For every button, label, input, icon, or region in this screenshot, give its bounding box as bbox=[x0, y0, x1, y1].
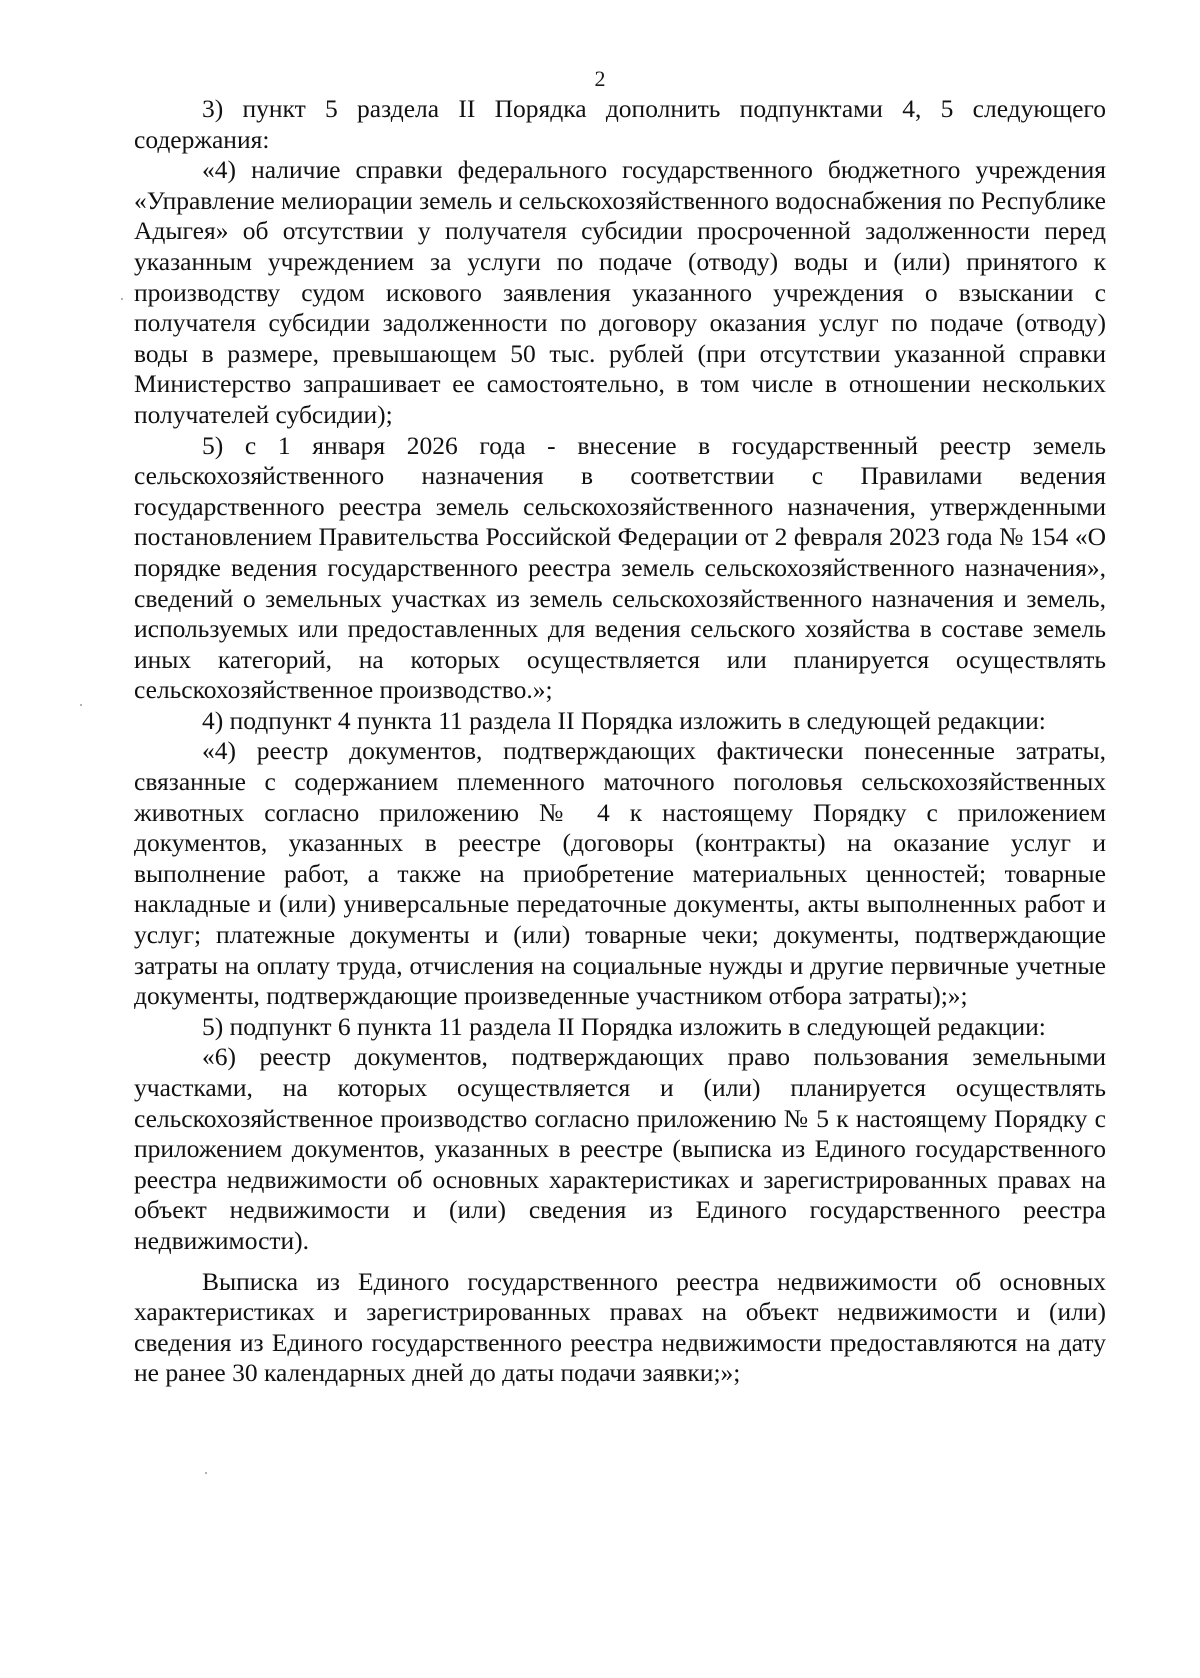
page-number: 2 bbox=[594, 66, 606, 91]
paragraph-extract-validity: Выписка из Единого государственного реестра недвижимости об основных характеристиках и зарегистрированных правах на объект недвижимости и (или) сведения из Единого государственного реестра недвижимости предоставляются на дату не ранее 30 календарных дней до даты подачи заявки;»; bbox=[134, 1266, 1106, 1388]
paragraph-subitem-6-land-rights: «6) реестр документов, подтверждающих право пользования земельными участками, на которых осуществляется и (или) планируется осуществлять сельскохозяйственное производство согласно приложению № 5 к настоящему Порядку с приложением документов, указанных в реестре (выписка из Единого государственного реестра недвижимости об основных характеристиках и зарегистрированных правах на объект недвижимости и (или) сведения из Единого государственного реестра недвижимости). bbox=[134, 1042, 1106, 1255]
paragraph-subitem-5-registry: 5) с 1 января 2026 года - внесение в государственный реестр земель сельскохозяйственного назначения в соответствии с Правилами ведения государственного реестра земель сельскохозяйственного назначения, утвержденными постановлением Правительства Российской Федерации от 2 февраля 2023 года № 154 «О порядке ведения государственного реестра земель сельскохозяйственного назначения», сведений о земельных участках из земель сельскохозяйственного назначения и земель, используемых или предоставленных для ведения сельского хозяйства в составе земель иных категорий, на которых осуществляется или планируется осуществлять сельскохозяйственное производство.»; bbox=[134, 430, 1106, 705]
paragraph-item-5-intro: 5) подпункт 6 пункта 11 раздела II Порядка изложить в следующей редакции: bbox=[202, 1011, 1046, 1041]
scan-speck bbox=[80, 704, 82, 706]
paragraph-subitem-4-expenses: «4) реестр документов, подтверждающих фактически понесенные затраты, связанные с содержанием племенного маточного поголовья сельскохозяйственных животных согласно приложению № 4 к настоящему Порядку с приложением документов, указанных в реестре (договоры (контракты) на оказание услуг и выполнение работ, а также на приобретение материальных ценностей; товарные накладные и (или) универсальные передаточные документы, акты выполненных работ и услуг; платежные документы и (или) товарные чеки; документы, подтверждающие затраты на оплату труда, отчисления на социальные нужды и другие первичные учетные документы, подтверждающие произведенные участником отбора затраты);»; bbox=[134, 736, 1106, 1011]
paragraph-item-4-intro: 4) подпункт 4 пункта 11 раздела II Порядка изложить в следующей редакции: bbox=[202, 705, 1046, 735]
paragraph-subitem-4-certificate: «4) наличие справки федерального государственного бюджетного учреждения «Управление мелиорации земель и сельскохозяйственного водоснабжения по Республике Адыгея» об отсутствии у получателя субсидии просроченной задолженности перед указанным учреждением за услуги по подаче (отводу) воды и (или) принятого к производству судом искового заявления указанного учреждения о взыскании с получателя субсидии задолженности по договору оказания услуг по подаче (отводу) воды в размере, превышающем 50 тыс. рублей (при отсутствии указанной справки Министерство запрашивает ее самостоятельно, в том числе в отношении нескольких получателей субсидии); bbox=[134, 155, 1106, 429]
scan-speck bbox=[121, 298, 123, 300]
document-body bbox=[134, 94, 1106, 1389]
scan-speck bbox=[205, 1472, 207, 1474]
paragraph-item-3-intro: 3) пункт 5 раздела II Порядка дополнить подпунктами 4, 5 следующего содержания: bbox=[134, 94, 1106, 154]
